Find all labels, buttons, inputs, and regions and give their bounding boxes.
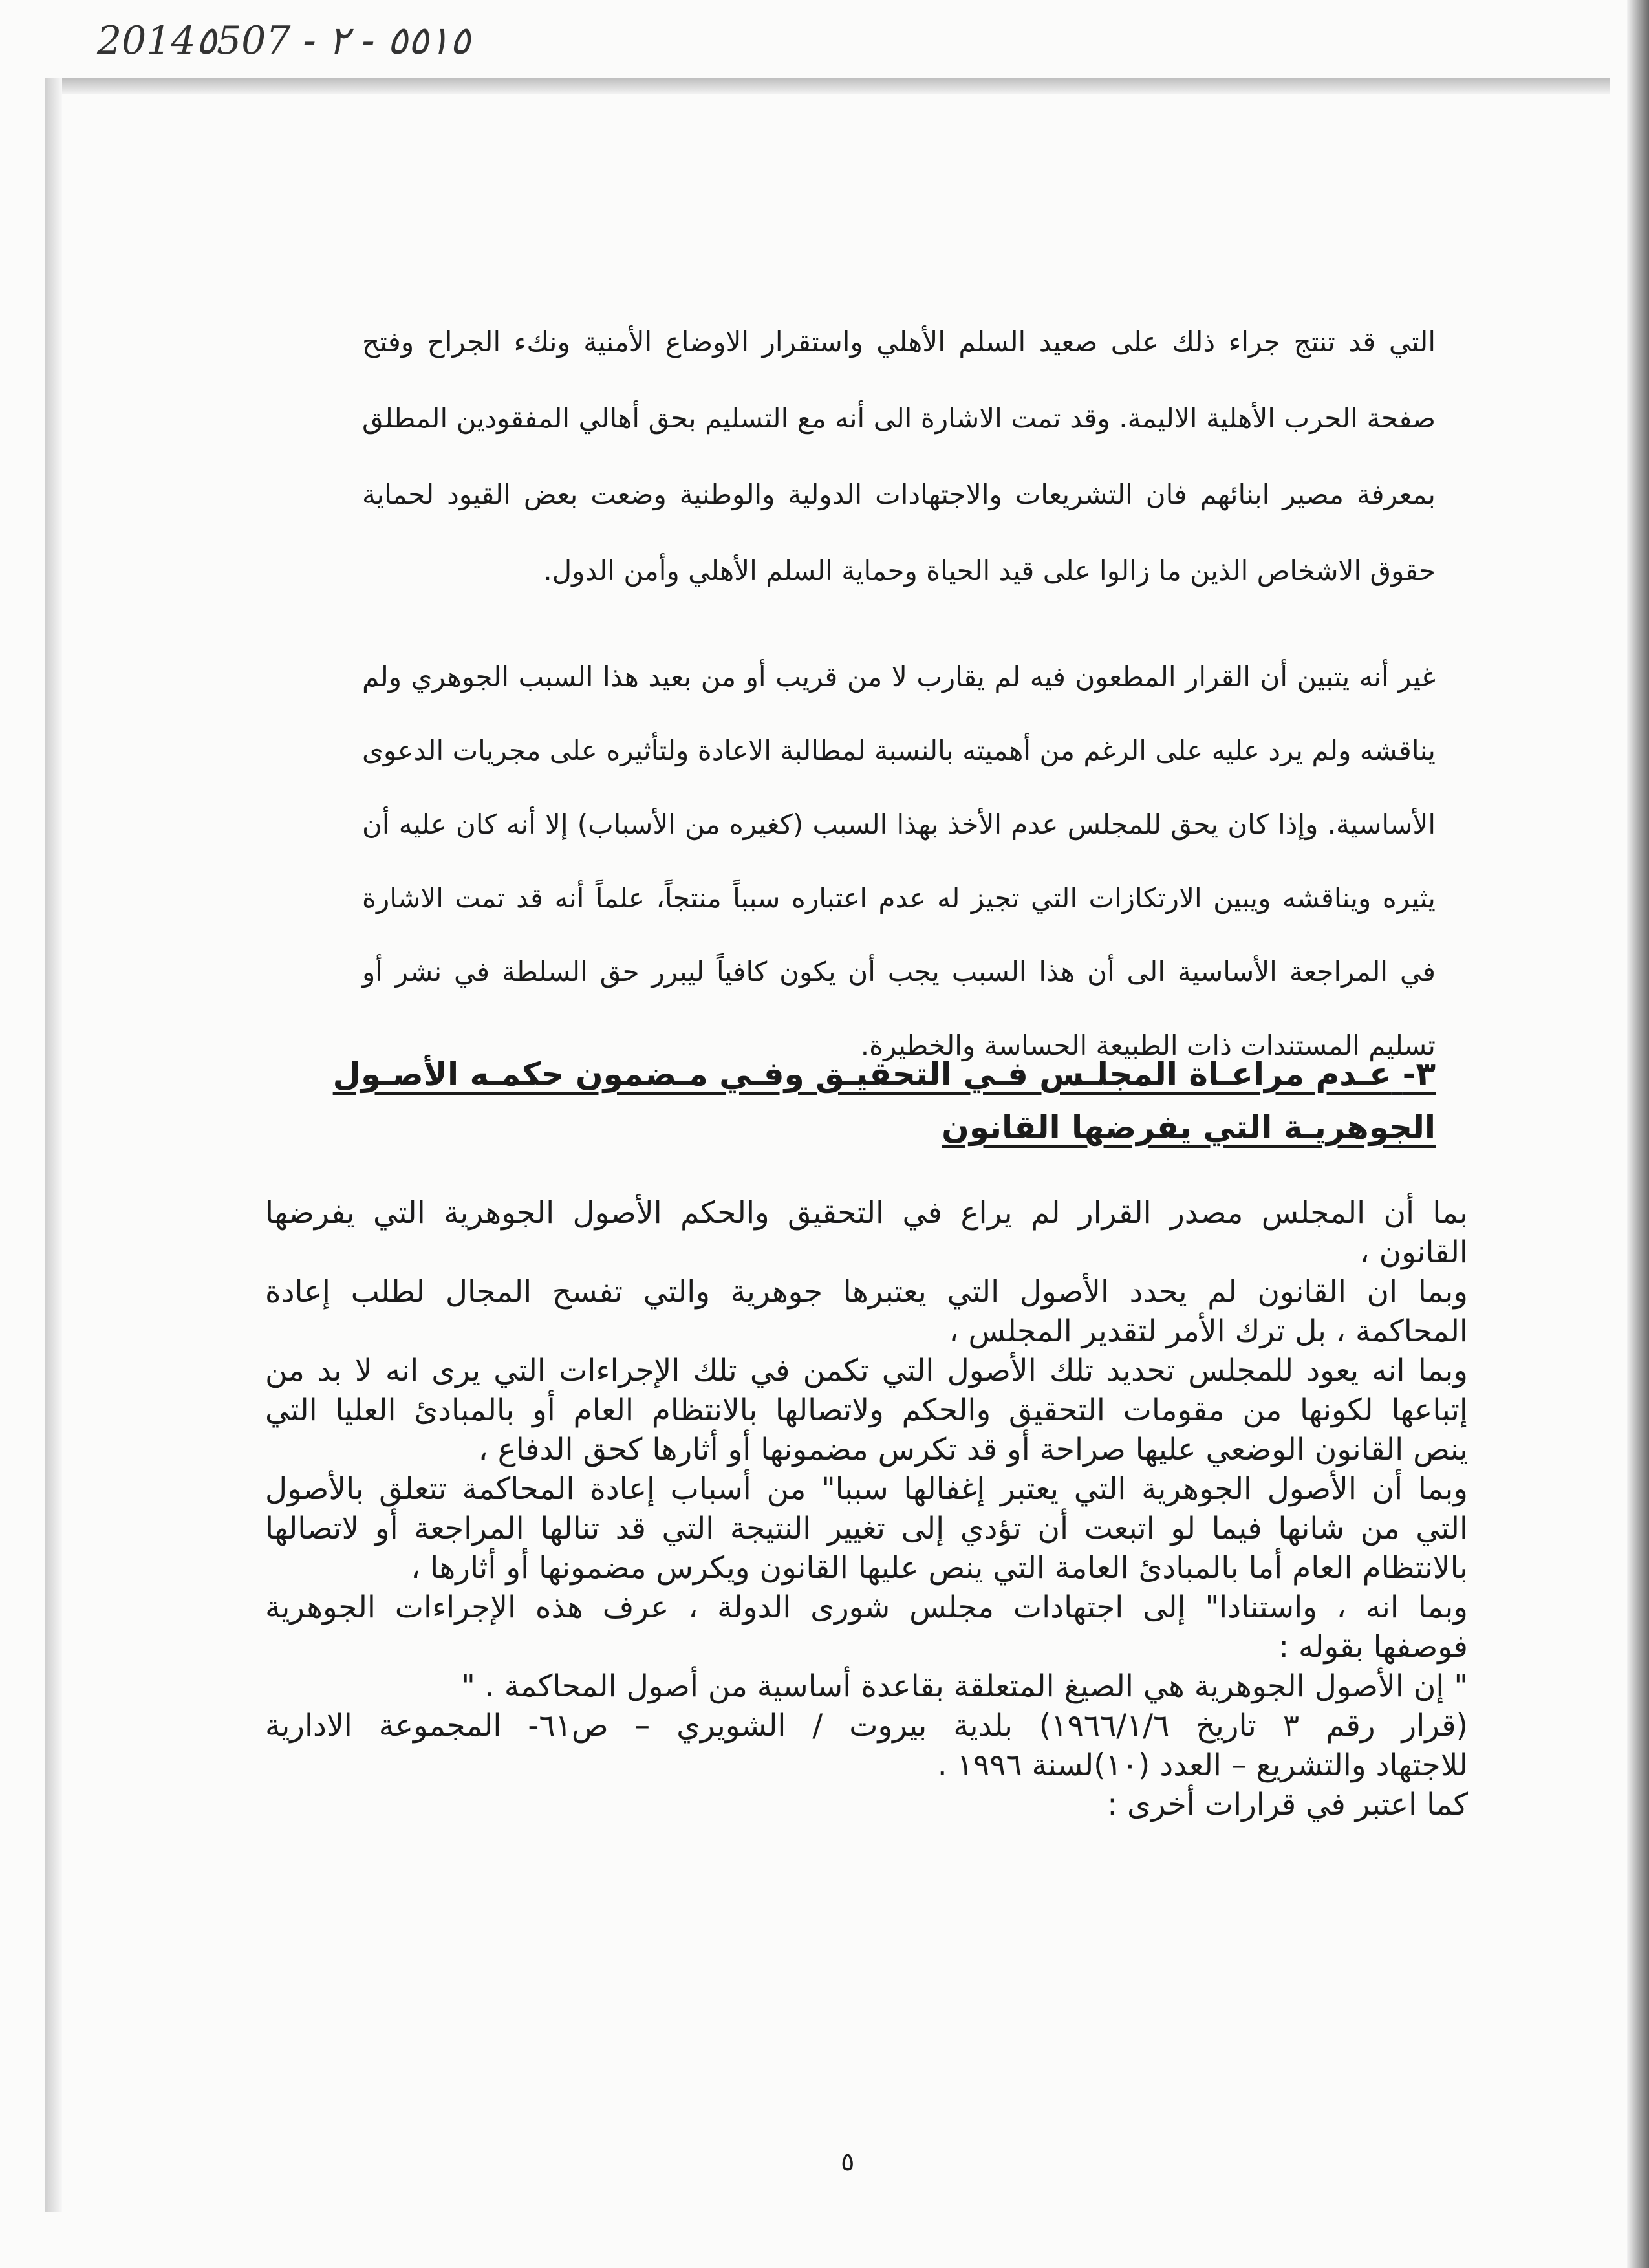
scan-right-edge: [1627, 0, 1649, 2268]
scan-top-shadow: [58, 78, 1610, 94]
section-heading: [278, 1048, 1436, 1154]
body-line: ينص القانون الوضعي عليها صراحة أو قد تكرس مضمونها أو أثارها كحق الدفاع ،: [478, 1432, 1468, 1467]
section-number: ٣-: [1402, 1055, 1436, 1093]
paragraph-1: التي قد تنتج جراء ذلك على صعيد السلم الأهلي واستقرار الاوضاع الأمنية ونكء الجراح وفتح صفحة الحرب الأهلية الاليمة. وقد تمت الاشارة الى أنه مع التسليم بحق أهالي المفقودين المطلق بمعرفة مصير ابنائهم فان التشريعات والاجتهادات الدولية والوطنية وضعت بعض القيود لحماية حقوق الاشخاص الذين ما زالوا على قيد الحياة وحماية السلم الأهلي وأمن الدول.: [362, 326, 1436, 587]
body-line: وبما انه ، واستنادا" إلى اجتهادات مجلس شورى الدولة ، عرف هذه الإجراءات الجوهرية: [265, 1590, 1468, 1625]
body-line: وبما ان القانون لم يحدد الأصول التي يعتبرها جوهرية والتي تفسح المجال لطلب إعادة: [265, 1274, 1468, 1310]
body-line: التي من شانها فيما لو اتبعت أن تؤدي إلى تغيير النتيجة التي قد تنالها المراجعة أو لاتصالها: [265, 1511, 1468, 1546]
page-number: ٥: [841, 2147, 855, 2177]
body-line: القانون ،: [1359, 1235, 1468, 1270]
section-title: عـدم مراعـاة المجلـس فـي التحقيـق وفـي مـضمون حكمـه الأصـول الجوهريـة التي يفرضها القانون: [332, 1055, 1436, 1146]
handwritten-reference: 2014٥507 - ٥٥١٥ - ٢: [97, 18, 471, 63]
section-body: [265, 1193, 1468, 1824]
body-line: بما أن المجلس مصدر القرار لم يراع في التحقيق والحكم الأصول الجوهرية التي يفرضها: [265, 1195, 1468, 1231]
body-line: كما اعتبر في قرارات أخرى :: [1107, 1787, 1468, 1822]
body-line: وبما انه يعود للمجلس تحديد تلك الأصول التي تكمن في تلك الإجراءات التي يرى انه لا بد من: [265, 1353, 1468, 1388]
body-line: المحاكمة ، بل ترك الأمر لتقدير المجلس ،: [949, 1313, 1468, 1349]
body-line: بالانتظام العام أما بالمبادئ العامة التي ينص عليها القانون ويكرس مضمونها أو أثارها ،: [411, 1550, 1468, 1586]
body-line: وبما أن الأصول الجوهرية التي يعتبر إغفالها سببا" من أسباب إعادة المحاكمة تتعلق بالأصول: [265, 1471, 1468, 1507]
body-line: للاجتهاد والتشريع – العدد (١٠)لسنة ١٩٩٦ .: [937, 1747, 1468, 1783]
body-line: فوصفها بقوله :: [1278, 1629, 1468, 1665]
body-line: (قرار رقم ٣ تاريخ ١٩٦٦/١/٦) بلدية بيروت / الشويري – ص٦١- المجموعة الادارية: [265, 1708, 1468, 1744]
scan-left-shadow: [45, 78, 62, 2212]
body-line: " إن الأصول الجوهرية هي الصيغ المتعلقة بقاعدة أساسية من أصول المحاكمة . ": [461, 1669, 1468, 1704]
paragraph-2: غير أنه يتبين أن القرار المطعون فيه لم يقارب لا من قريب أو من بعيد هذا السبب الجوهري ولم يناقشه ولم يرد عليه على الرغم من أهميته بالنسبة لمطالبة الاعادة ولتأثيره على مجريات الدعوى الأساسية. وإذا كان يحق للمجلس عدم الأخذ بهذا السبب (كغيره من الأسباب) إلا أنه كان عليه أن يثيره ويناقشه ويبين الارتكازات التي تجيز له عدم اعتباره سبباً منتجاً، علماً أنه قد تمت الاشارة في المراجعة الأساسية الى أن هذا السبب يجب أن يكون كافياً ليبرر حق السلطة في نشر أو تسليم المستندات ذات الطبيعة الحساسة والخطيرة.: [362, 661, 1436, 1061]
body-line: إتباعها لكونها من مقومات التحقيق والحكم ولاتصالها بالانتظام العام أو بالمبادئ العليا التي: [265, 1392, 1468, 1428]
